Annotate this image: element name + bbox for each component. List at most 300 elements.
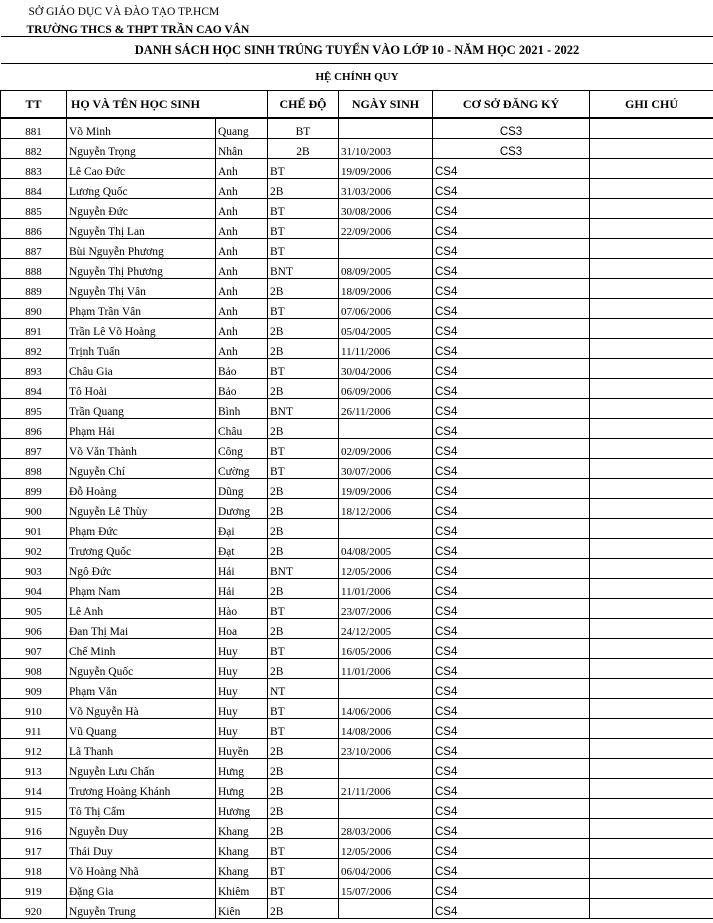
student-dob: 26/11/2006	[339, 399, 433, 419]
row-number: 903	[1, 559, 67, 579]
student-first-name: Anh	[216, 299, 268, 319]
student-campus: CS4	[433, 399, 590, 419]
row-number: 886	[1, 219, 67, 239]
row-number: 917	[1, 839, 67, 859]
student-last-name: Võ Nguyễn Hà	[67, 699, 216, 719]
student-dob: 23/07/2006	[339, 599, 433, 619]
col-header-tt: TT	[1, 91, 67, 119]
student-dob: 18/09/2006	[339, 279, 433, 299]
student-campus: CS4	[433, 599, 590, 619]
student-last-name: Phạm Nam	[67, 579, 216, 599]
student-first-name: Huy	[216, 639, 268, 659]
student-campus: CS4	[433, 839, 590, 859]
row-number: 897	[1, 439, 67, 459]
student-regime: BT	[268, 879, 339, 899]
student-regime: 2B	[268, 179, 339, 199]
student-campus: CS4	[433, 319, 590, 339]
student-note	[590, 359, 713, 379]
student-first-name: Anh	[216, 199, 268, 219]
student-regime: 2B	[268, 379, 339, 399]
table-row	[1, 819, 713, 839]
table-row	[1, 259, 713, 279]
student-first-name: Hào	[216, 599, 268, 619]
student-regime: NT	[268, 679, 339, 699]
table-row	[1, 239, 713, 259]
student-dob: 07/06/2006	[339, 299, 433, 319]
department-name: SỞ GIÁO DỤC VÀ ĐÀO TẠO TP.HCM	[28, 6, 220, 18]
student-last-name: Phạm Hải	[67, 419, 216, 439]
student-last-name: Lê Anh	[67, 599, 216, 619]
student-campus: CS4	[433, 879, 590, 899]
student-dob: 12/05/2006	[339, 839, 433, 859]
student-last-name: Nguyễn Trung	[67, 899, 216, 919]
student-note	[590, 499, 713, 519]
student-regime: 2B	[268, 479, 339, 499]
student-dob: 11/01/2006	[339, 659, 433, 679]
student-campus: CS4	[433, 739, 590, 759]
student-campus: CS4	[433, 299, 590, 319]
table-row	[1, 419, 713, 439]
row-number: 896	[1, 419, 67, 439]
student-regime: BT	[268, 118, 339, 139]
student-last-name: Lê Cao Đức	[67, 159, 216, 179]
table-row	[1, 118, 713, 139]
row-number: 916	[1, 819, 67, 839]
student-dob: 31/03/2006	[339, 179, 433, 199]
student-dob: 16/05/2006	[339, 639, 433, 659]
student-first-name: Đại	[216, 519, 268, 539]
student-regime: BNT	[268, 559, 339, 579]
row-number: 887	[1, 239, 67, 259]
student-first-name: Quang	[216, 118, 268, 139]
table-row	[1, 899, 713, 919]
row-number: 920	[1, 899, 67, 919]
row-number: 881	[1, 118, 67, 139]
student-note	[590, 879, 713, 899]
student-first-name: Anh	[216, 179, 268, 199]
student-last-name: Phạm Văn	[67, 679, 216, 699]
student-regime: BT	[268, 599, 339, 619]
student-dob	[339, 519, 433, 539]
student-note	[590, 419, 713, 439]
student-last-name: Trương Quốc	[67, 539, 216, 559]
row-number: 901	[1, 519, 67, 539]
student-campus: CS4	[433, 559, 590, 579]
student-note	[590, 899, 713, 919]
col-header-campus: CƠ SỞ ĐĂNG KÝ	[433, 91, 590, 119]
student-last-name: Trương Hoàng Khánh	[67, 779, 216, 799]
student-note	[590, 199, 713, 219]
student-first-name: Hưng	[216, 779, 268, 799]
student-last-name: Đặng Gia	[67, 879, 216, 899]
student-last-name: Nguyễn Thị Vân	[67, 279, 216, 299]
row-number: 914	[1, 779, 67, 799]
row-number: 882	[1, 139, 67, 159]
table-row	[1, 459, 713, 479]
row-number: 912	[1, 739, 67, 759]
student-regime: BT	[268, 839, 339, 859]
title-row	[1, 37, 713, 64]
student-regime: BT	[268, 719, 339, 739]
student-regime: 2B	[268, 759, 339, 779]
student-dob: 30/07/2006	[339, 459, 433, 479]
student-first-name: Bảo	[216, 359, 268, 379]
student-campus: CS4	[433, 179, 590, 199]
student-dob	[339, 679, 433, 699]
student-dob: 06/09/2006	[339, 379, 433, 399]
student-regime: 2B	[268, 659, 339, 679]
student-campus: CS4	[433, 479, 590, 499]
table-row	[1, 519, 713, 539]
subtitle-row	[1, 64, 713, 91]
row-number: 885	[1, 199, 67, 219]
row-number: 902	[1, 539, 67, 559]
student-dob: 22/09/2006	[339, 219, 433, 239]
row-number: 894	[1, 379, 67, 399]
student-last-name: Châu Gia	[67, 359, 216, 379]
row-number: 899	[1, 479, 67, 499]
student-first-name: Cường	[216, 459, 268, 479]
student-first-name: Anh	[216, 259, 268, 279]
student-campus: CS4	[433, 719, 590, 739]
student-regime: BT	[268, 459, 339, 479]
table-row	[1, 779, 713, 799]
row-number: 890	[1, 299, 67, 319]
student-first-name: Bình	[216, 399, 268, 419]
student-dob: 30/04/2006	[339, 359, 433, 379]
student-dob	[339, 799, 433, 819]
row-number: 906	[1, 619, 67, 639]
student-last-name: Tô Hoài	[67, 379, 216, 399]
student-first-name: Huy	[216, 719, 268, 739]
table-row	[1, 679, 713, 699]
table-row	[1, 539, 713, 559]
student-note	[590, 339, 713, 359]
student-campus: CS3	[433, 118, 590, 139]
row-number: 911	[1, 719, 67, 739]
student-regime: 2B	[268, 739, 339, 759]
table-row	[1, 339, 713, 359]
student-last-name: Trần Lê Võ Hoàng	[67, 319, 216, 339]
student-campus: CS4	[433, 699, 590, 719]
student-note	[590, 779, 713, 799]
student-dob: 08/09/2005	[339, 259, 433, 279]
row-number: 884	[1, 179, 67, 199]
student-dob	[339, 118, 433, 139]
student-last-name: Nguyễn Trọng	[67, 139, 216, 159]
table-row	[1, 719, 713, 739]
student-last-name: Nguyễn Chí	[67, 459, 216, 479]
student-regime: BT	[268, 859, 339, 879]
table-row	[1, 399, 713, 419]
student-campus: CS4	[433, 659, 590, 679]
student-dob: 28/03/2006	[339, 819, 433, 839]
student-dob: 14/08/2006	[339, 719, 433, 739]
student-campus: CS4	[433, 639, 590, 659]
student-note	[590, 299, 713, 319]
student-dob: 30/08/2006	[339, 199, 433, 219]
student-first-name: Hải	[216, 579, 268, 599]
student-dob: 23/10/2006	[339, 739, 433, 759]
student-dob	[339, 419, 433, 439]
student-last-name: Vũ Quang	[67, 719, 216, 739]
student-note	[590, 459, 713, 479]
student-last-name: Nguyễn Thị Phương	[67, 259, 216, 279]
student-regime: 2B	[268, 539, 339, 559]
student-first-name: Đạt	[216, 539, 268, 559]
student-campus: CS4	[433, 779, 590, 799]
student-campus: CS4	[433, 339, 590, 359]
student-first-name: Huyền	[216, 739, 268, 759]
student-last-name: Nguyễn Duy	[67, 819, 216, 839]
table-row	[1, 879, 713, 899]
table-row	[1, 499, 713, 519]
student-note	[590, 118, 713, 139]
row-number: 905	[1, 599, 67, 619]
table-row	[1, 359, 713, 379]
student-last-name: Võ Hoàng Nhã	[67, 859, 216, 879]
student-note	[590, 559, 713, 579]
student-last-name: Võ Văn Thành	[67, 439, 216, 459]
student-last-name: Bùi Nguyễn Phương	[67, 239, 216, 259]
student-campus: CS4	[433, 239, 590, 259]
student-last-name: Phạm Trần Vân	[67, 299, 216, 319]
student-last-name: Lã Thanh	[67, 739, 216, 759]
student-first-name: Anh	[216, 339, 268, 359]
student-first-name: Châu	[216, 419, 268, 439]
student-note	[590, 519, 713, 539]
table-row	[1, 839, 713, 859]
student-regime: 2B	[268, 899, 339, 919]
table-row	[1, 219, 713, 239]
row-number: 889	[1, 279, 67, 299]
row-number: 895	[1, 399, 67, 419]
student-first-name: Anh	[216, 319, 268, 339]
student-campus: CS4	[433, 439, 590, 459]
student-dob: 31/10/2003	[339, 139, 433, 159]
student-first-name: Khiêm	[216, 879, 268, 899]
student-regime: 2B	[268, 819, 339, 839]
student-note	[590, 219, 713, 239]
table-row	[1, 319, 713, 339]
student-dob: 11/11/2006	[339, 339, 433, 359]
student-note	[590, 259, 713, 279]
student-note	[590, 479, 713, 499]
student-dob: 18/12/2006	[339, 499, 433, 519]
student-regime: 2B	[268, 279, 339, 299]
student-regime: BT	[268, 299, 339, 319]
student-regime: 2B	[268, 419, 339, 439]
student-campus: CS4	[433, 499, 590, 519]
student-last-name: Nguyễn Quốc	[67, 659, 216, 679]
table-row	[1, 299, 713, 319]
header-row-school	[1, 18, 713, 37]
student-first-name: Bảo	[216, 379, 268, 399]
student-dob	[339, 899, 433, 919]
student-campus: CS4	[433, 759, 590, 779]
table-row	[1, 179, 713, 199]
table-row	[1, 279, 713, 299]
col-header-note: GHI CHÚ	[590, 91, 713, 119]
table-row	[1, 739, 713, 759]
table-row	[1, 659, 713, 679]
student-regime: 2B	[268, 619, 339, 639]
student-note	[590, 799, 713, 819]
student-note	[590, 639, 713, 659]
table-row	[1, 439, 713, 459]
column-header-row	[1, 91, 713, 119]
row-number: 907	[1, 639, 67, 659]
student-dob: 11/01/2006	[339, 579, 433, 599]
student-note	[590, 319, 713, 339]
student-first-name: Hưng	[216, 759, 268, 779]
row-number: 913	[1, 759, 67, 779]
row-number: 891	[1, 319, 67, 339]
student-regime: 2B	[268, 499, 339, 519]
student-first-name: Hoa	[216, 619, 268, 639]
student-campus: CS4	[433, 899, 590, 919]
student-dob: 24/12/2005	[339, 619, 433, 639]
student-campus: CS4	[433, 859, 590, 879]
student-first-name: Anh	[216, 159, 268, 179]
row-number: 883	[1, 159, 67, 179]
student-first-name: Dương	[216, 499, 268, 519]
student-note	[590, 539, 713, 559]
student-last-name: Phạm Đức	[67, 519, 216, 539]
student-regime: 2B	[268, 579, 339, 599]
student-first-name: Khang	[216, 859, 268, 879]
student-first-name: Anh	[216, 279, 268, 299]
student-note	[590, 719, 713, 739]
student-last-name: Nguyễn Lưu Chấn	[67, 759, 216, 779]
student-last-name: Chế Minh	[67, 639, 216, 659]
student-note	[590, 819, 713, 839]
student-campus: CS4	[433, 579, 590, 599]
student-note	[590, 599, 713, 619]
table-row	[1, 139, 713, 159]
student-last-name: Tô Thị Cẩm	[67, 799, 216, 819]
student-note	[590, 379, 713, 399]
student-last-name: Nguyễn Thị Lan	[67, 219, 216, 239]
row-number: 904	[1, 579, 67, 599]
student-campus: CS4	[433, 379, 590, 399]
student-first-name: Kiên	[216, 899, 268, 919]
student-regime: BT	[268, 219, 339, 239]
row-number: 918	[1, 859, 67, 879]
table-row	[1, 759, 713, 779]
student-last-name: Nguyễn Đức	[67, 199, 216, 219]
student-regime: BT	[268, 359, 339, 379]
student-note	[590, 139, 713, 159]
header-row-department	[1, 0, 713, 18]
student-note	[590, 399, 713, 419]
student-regime: BNT	[268, 399, 339, 419]
student-note	[590, 839, 713, 859]
student-campus: CS4	[433, 419, 590, 439]
student-campus: CS4	[433, 159, 590, 179]
row-number: 908	[1, 659, 67, 679]
student-note	[590, 159, 713, 179]
row-number: 888	[1, 259, 67, 279]
student-dob: 02/09/2006	[339, 439, 433, 459]
table-row	[1, 859, 713, 879]
student-note	[590, 239, 713, 259]
student-campus: CS4	[433, 519, 590, 539]
student-regime: 2B	[268, 319, 339, 339]
row-number: 910	[1, 699, 67, 719]
student-note	[590, 619, 713, 639]
student-dob	[339, 239, 433, 259]
student-regime: BT	[268, 159, 339, 179]
student-note	[590, 679, 713, 699]
col-header-dob: NGÀY SINH	[339, 91, 433, 119]
student-first-name: Dũng	[216, 479, 268, 499]
table-row	[1, 799, 713, 819]
student-last-name: Trần Quang	[67, 399, 216, 419]
student-dob	[339, 759, 433, 779]
student-last-name: Đỗ Hoàng	[67, 479, 216, 499]
table-row	[1, 599, 713, 619]
student-campus: CS4	[433, 259, 590, 279]
row-number: 909	[1, 679, 67, 699]
student-first-name: Anh	[216, 239, 268, 259]
row-number: 919	[1, 879, 67, 899]
student-dob: 21/11/2006	[339, 779, 433, 799]
col-header-regime: CHẾ ĐỘ	[268, 91, 339, 119]
student-regime: 2B	[268, 779, 339, 799]
student-first-name: Khang	[216, 839, 268, 859]
student-regime: BT	[268, 239, 339, 259]
student-campus: CS4	[433, 199, 590, 219]
student-note	[590, 659, 713, 679]
student-note	[590, 179, 713, 199]
student-regime: BT	[268, 439, 339, 459]
student-first-name: Hải	[216, 559, 268, 579]
student-first-name: Anh	[216, 219, 268, 239]
table-row	[1, 559, 713, 579]
student-regime: 2B	[268, 339, 339, 359]
student-dob: 05/04/2005	[339, 319, 433, 339]
student-note	[590, 759, 713, 779]
student-note	[590, 279, 713, 299]
student-first-name: Hương	[216, 799, 268, 819]
student-regime: 2B	[268, 519, 339, 539]
student-dob: 15/07/2006	[339, 879, 433, 899]
student-dob: 04/08/2005	[339, 539, 433, 559]
student-dob: 12/05/2006	[339, 559, 433, 579]
school-name: TRƯỜNG THCS & THPT TRẦN CAO VÂN	[26, 24, 250, 36]
student-dob: 19/09/2006	[339, 479, 433, 499]
student-regime: 2B	[268, 139, 339, 159]
student-campus: CS4	[433, 819, 590, 839]
table-row	[1, 639, 713, 659]
student-campus: CS4	[433, 359, 590, 379]
student-last-name: Lương Quốc	[67, 179, 216, 199]
student-last-name: Võ Minh	[67, 118, 216, 139]
student-first-name: Công	[216, 439, 268, 459]
document-title: DANH SÁCH HỌC SINH TRÚNG TUYỂN VÀO LỚP 10 - NĂM HỌC 2021 - 2022	[134, 42, 580, 57]
table-row	[1, 699, 713, 719]
student-regime: BT	[268, 699, 339, 719]
student-campus: CS4	[433, 679, 590, 699]
student-first-name: Huy	[216, 699, 268, 719]
student-campus: CS4	[433, 799, 590, 819]
student-note	[590, 439, 713, 459]
row-number: 893	[1, 359, 67, 379]
col-header-name: HỌ VÀ TÊN HỌC SINH	[67, 91, 268, 119]
table-row	[1, 579, 713, 599]
student-dob: 19/09/2006	[339, 159, 433, 179]
